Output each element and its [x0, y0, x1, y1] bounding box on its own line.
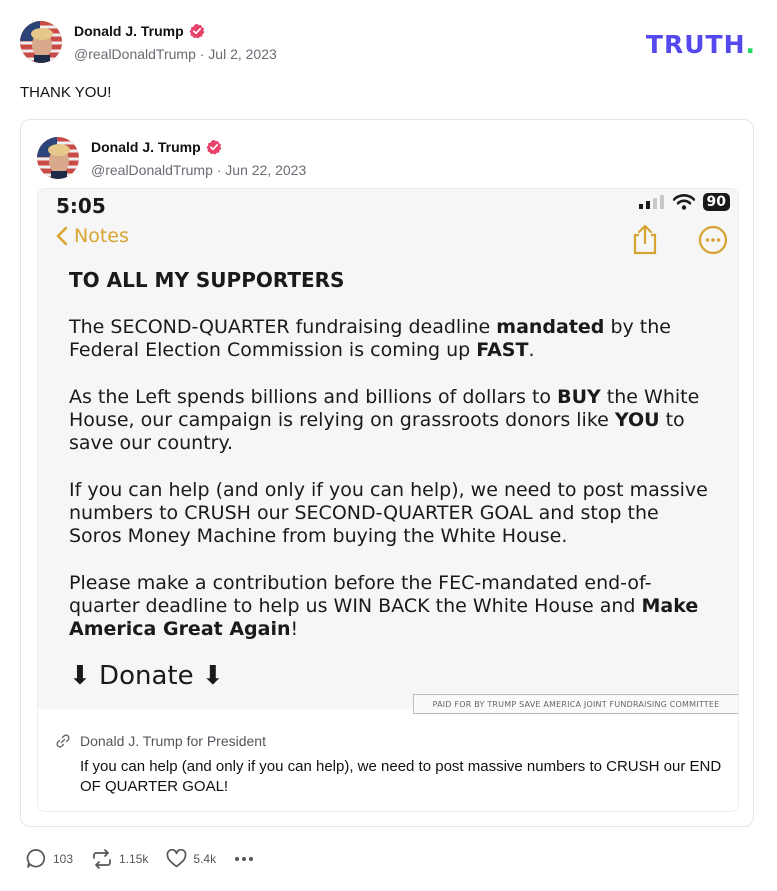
quoted-author-avatar[interactable]: [37, 137, 79, 179]
post-actions: [26, 848, 272, 869]
note-paragraph-2: As the Left spends billions and billions of dollars to BUY the White House, our campaign is relying on grassroots donors like YOU to save our country.: [69, 386, 700, 454]
retruth-count: 1.15k: [119, 851, 149, 866]
share-icon: [630, 223, 660, 255]
note-title: TO ALL MY SUPPORTERS: [69, 268, 345, 292]
reply-button[interactable]: [26, 848, 73, 869]
author-avatar[interactable]: [20, 21, 62, 63]
avatar-flag-portrait-icon: [37, 137, 79, 179]
more-horizontal-icon: [234, 856, 254, 862]
link-icon: [55, 733, 71, 749]
quoted-post-card[interactable]: [20, 119, 754, 827]
logo-dot: .: [745, 30, 756, 59]
more-options-button[interactable]: [234, 856, 254, 862]
status-icons: [639, 193, 730, 211]
paid-for-disclaimer: PAID FOR BY TRUMP SAVE AMERICA JOINT FUNDRAISING COMMITTEE: [413, 694, 739, 714]
note-donate: ⬇ Donate ⬇: [69, 661, 224, 691]
heart-icon: [166, 849, 187, 868]
author-name[interactable]: Donald J. Trump: [74, 23, 184, 39]
quoted-handle-date[interactable]: @realDonaldTrump · Jun 22, 2023: [91, 162, 307, 178]
notes-back-label: Notes: [74, 225, 129, 247]
like-count: 5.4k: [193, 851, 217, 866]
notes-screenshot-image: [38, 189, 739, 709]
chevron-left-icon: [56, 226, 68, 246]
note-paragraph-3: If you can help (and only if you can help), we need to post massive numbers to CRUSH our SECOND-QUARTER GOAL and stop the Soros Money Machine from buying the White House.: [69, 479, 708, 547]
battery-indicator: 90: [703, 193, 730, 211]
verified-badge-icon: [206, 139, 222, 155]
more-circle-icon: [698, 225, 728, 255]
note-paragraph-4: Please make a contribution before the FEC-mandated end-of-quarter deadline to help us WIN BACK the White House and Make America Great Again!: [69, 572, 699, 640]
note-paragraph-1: The SECOND-QUARTER fundraising deadline mandated by the Federal Election Commission is coming up FAST.: [69, 316, 671, 361]
link-description: If you can help (and only if you can help), we need to post massive numbers to CRUSH our END OF QUARTER GOAL!: [80, 758, 722, 795]
logo-text: TRUTH: [645, 30, 746, 59]
link-preview-card[interactable]: [37, 188, 739, 812]
wifi-icon: [673, 194, 695, 210]
like-button[interactable]: [166, 849, 216, 868]
signal-icon: [639, 195, 665, 209]
author-name-row: [74, 23, 205, 39]
author-handle-date[interactable]: @realDonaldTrump · Jul 2, 2023: [74, 46, 277, 62]
note-body: [69, 269, 709, 715]
retruth-icon: [91, 849, 113, 869]
avatar-flag-portrait-icon: [20, 21, 62, 63]
verified-badge-icon: [189, 23, 205, 39]
quoted-author-name[interactable]: Donald J. Trump: [91, 139, 201, 155]
quoted-author-name-row: [91, 139, 222, 155]
post-text: THANK YOU!: [20, 84, 112, 101]
retruth-button[interactable]: [91, 849, 148, 869]
status-time: 5:05: [56, 194, 106, 218]
comment-icon: [26, 848, 47, 869]
notes-back: [56, 225, 129, 247]
link-title[interactable]: Donald J. Trump for President: [80, 733, 266, 749]
reply-count: 103: [53, 851, 74, 866]
truth-logo[interactable]: [646, 30, 756, 59]
